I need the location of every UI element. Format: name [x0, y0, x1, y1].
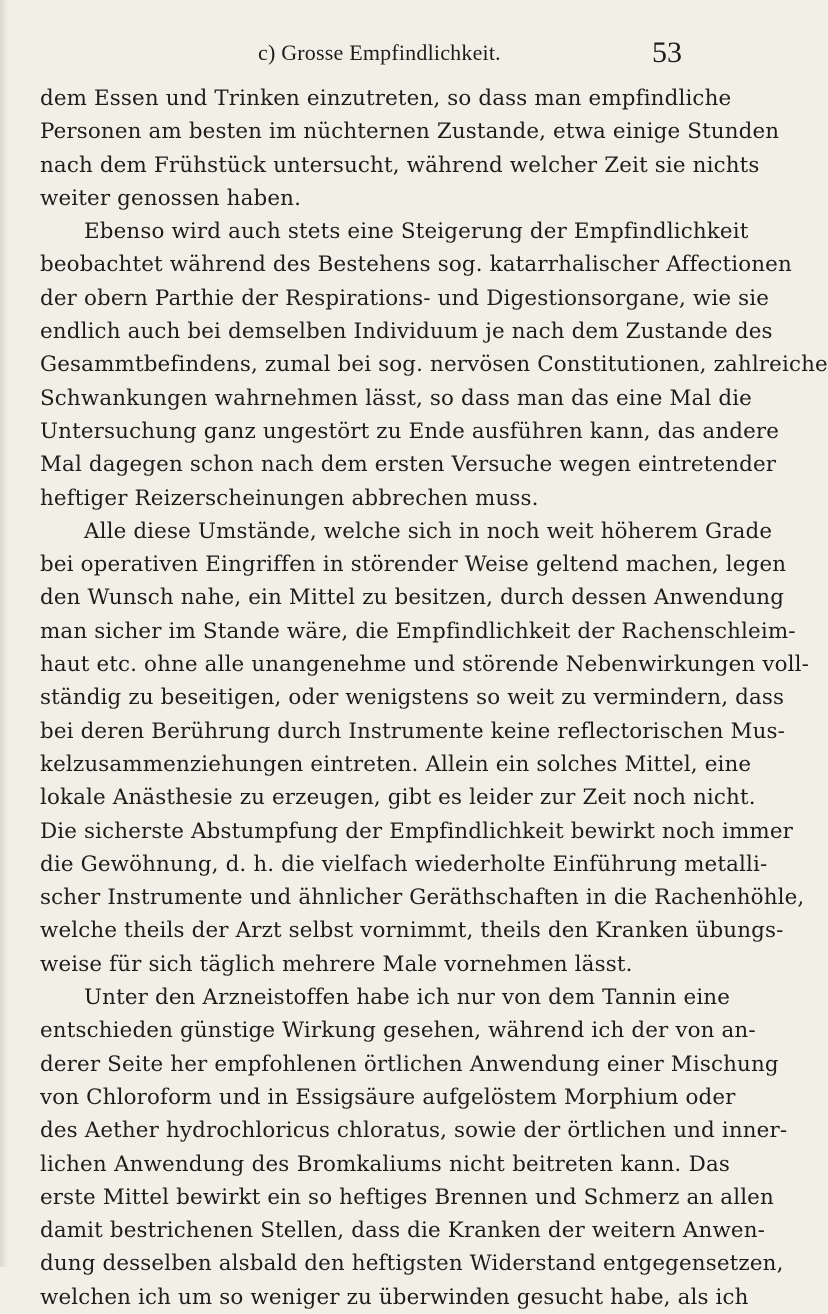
text-line: Die sicherste Abstumpfung der Empfindlichkeit bewirkt noch immer: [40, 818, 794, 844]
text-line: Alle diese Umstände, welche sich in noch weit höherem Grade: [84, 518, 773, 544]
text-line: kelzusammenziehungen eintreten. Allein ein solches Mittel, eine: [40, 751, 752, 777]
text-line: erste Mittel bewirkt ein so heftiges Brennen und Schmerz an allen: [40, 1184, 774, 1210]
text-line: weise für sich täglich mehrere Male vornehmen lässt.: [40, 951, 633, 977]
text-line: Unter den Arzneistoffen habe ich nur von dem Tannin eine: [84, 985, 731, 1011]
text-line: Mal dagegen schon nach dem ersten Versuche wegen eintretender: [40, 452, 777, 478]
text-line: bei deren Berührung durch Instrumente keine reflectorischen Mus-: [40, 718, 786, 744]
text-line: Gesammtbefindens, zumal bei sog. nervösen Constitutionen, zahlreiche: [40, 352, 828, 378]
text-line: nach dem Frühstück untersucht, während welcher Zeit sie nichts: [40, 152, 760, 178]
text-line: damit bestrichenen Stellen, dass die Kranken der weitern Anwen-: [40, 1218, 766, 1244]
text-line: Schwankungen wahrnehmen lässt, so dass man das eine Mal die: [40, 385, 752, 411]
text-line: endlich auch bei demselben Individuum je nach dem Zustande des: [40, 319, 773, 345]
text-line: derer Seite her empfohlenen örtlichen Anwendung einer Mischung: [40, 1051, 779, 1077]
text-line: scher Instrumente und ähnlicher Geräthschaften in die Rachenhöhle,: [40, 885, 805, 911]
text-line: von Chloroform und in Essigsäure aufgelöstem Morphium oder: [40, 1084, 736, 1110]
body-text: [40, 82, 828, 1314]
text-line: ständig zu beseitigen, oder wenigstens so weit zu vermindern, dass: [40, 685, 785, 711]
page-edge-shadow: [0, 0, 8, 1267]
text-line: der obern Parthie der Respirations- und Digestionsorgane, wie sie: [40, 285, 770, 311]
text-line: haut etc. ohne alle unangenehme und störende Nebenwirkungen voll-: [40, 652, 809, 678]
text-line: welche theils der Arzt selbst vornimmt, theils den Kranken übungs-: [40, 918, 784, 944]
page-header: [0, 38, 800, 78]
text-line: lokale Anästhesie zu erzeugen, gibt es leider zur Zeit noch nicht.: [40, 785, 756, 811]
text-line: den Wunsch nahe, ein Mittel zu besitzen, durch dessen Anwendung: [40, 585, 785, 611]
text-line: weiter genossen haben.: [40, 185, 302, 211]
text-line: entschieden günstige Wirkung gesehen, während ich der von an-: [40, 1018, 756, 1044]
text-line: beobachtet während des Bestehens sog. katarrhalischer Affectionen: [40, 252, 792, 278]
text-line: welchen ich um so weniger zu überwinden gesucht habe, als ich: [40, 1284, 749, 1310]
text-line: heftiger Reizerscheinungen abbrechen muss.: [40, 485, 539, 511]
text-line: lichen Anwendung des Bromkaliums nicht beitreten kann. Das: [40, 1151, 730, 1177]
text-line: bei operativen Eingriffen in störender Weise geltend machen, legen: [40, 552, 787, 578]
text-line: dem Essen und Trinken einzutreten, so dass man empfindliche: [40, 86, 732, 111]
text-line: Ebenso wird auch stets eine Steigerung der Empfindlichkeit: [84, 219, 749, 245]
page-number: 53: [652, 36, 682, 69]
text-line: Untersuchung ganz ungestört zu Ende ausführen kann, das andere: [40, 418, 780, 444]
text-line: des Aether hydrochloricus chloratus, sowie der örtlichen und inner-: [40, 1118, 788, 1144]
text-line: man sicher im Stande wäre, die Empfindlichkeit der Rachenschleim-: [40, 618, 796, 644]
running-title: c) Grosse Empfindlichkeit.: [258, 40, 501, 65]
text-line: die Gewöhnung, d. h. die vielfach wiederholte Einführung metalli-: [40, 851, 768, 877]
text-line: dung desselben alsbald den heftigsten Widerstand entgegensetzen,: [40, 1251, 784, 1277]
text-line: Personen am besten im nüchternen Zustande, etwa einige Stunden: [40, 119, 780, 145]
